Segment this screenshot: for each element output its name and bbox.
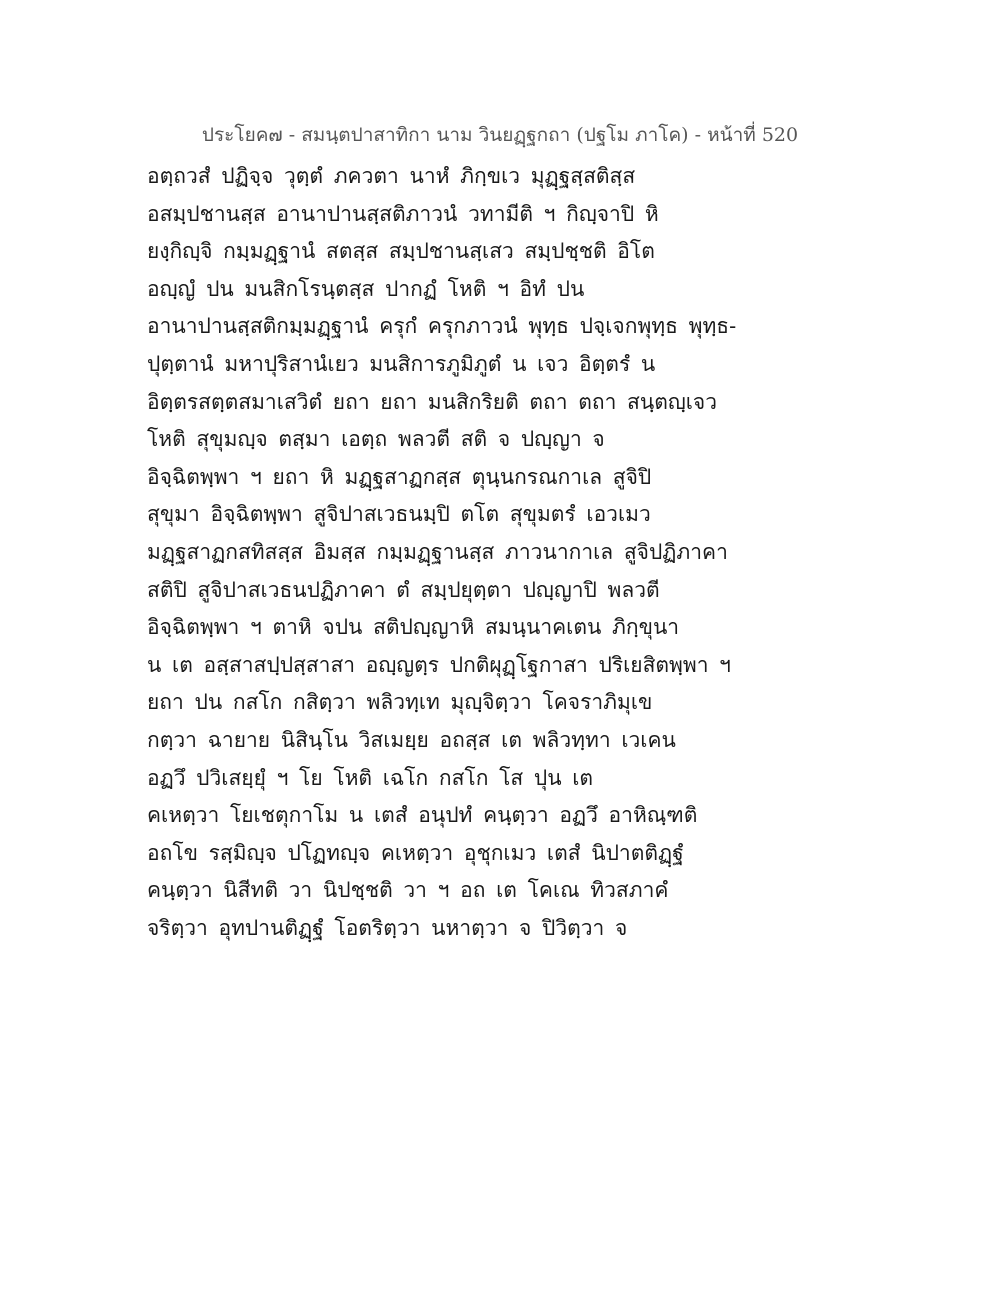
text-line: อตฺถวสํ ปฏิจฺจ วุตฺตํ ภควตา นาหํ ภิกฺขเว มุฏฺฐสฺสติสฺส bbox=[147, 164, 636, 188]
text-line: จริตฺวา อุทปานติฏฺฐํ โอตริตฺวา นหาตฺวา จ ปิวิตฺวา จ bbox=[147, 915, 628, 940]
text-line: กตฺวา ฉายาย นิสินฺโน วิสเมยฺย อถสฺส เต พลิวทฺทา เวเคน bbox=[147, 727, 676, 752]
text-line: ยงฺกิญฺจิ กมฺมฏฺฐานํ สตสฺส สมฺปชานสฺเสว สมฺปชฺชติ อิโต bbox=[147, 239, 655, 264]
body-text bbox=[147, 158, 867, 947]
text-line: ปุตฺตานํ มหาปุริสานํเยว มนสิการภูมิภูตํ น เจว อิตฺตรํ น bbox=[147, 351, 656, 376]
text-line: คเหตฺวา โยเชตุกาโม น เตสํ อนุปทํ คนฺตฺวา อฏวึ อาหิณฺฑติ bbox=[147, 803, 698, 828]
text-line: อิตฺตรสตฺตสมาเสวิตํ ยถา ยถา มนสิกริยติ ตถา ตถา สนฺตญฺเจว bbox=[147, 389, 718, 414]
text-line: อญฺญํ ปน มนสิกโรนฺตสฺส ปากฏํ โหติ ฯ อิทํ ปน bbox=[147, 276, 585, 301]
text-line: อานาปานสฺสติกมฺมฏฺฐานํ ครุกํ ครุกภาวนํ พุทฺธ ปจฺเจกพุทฺธ พุทฺธ- bbox=[147, 314, 737, 339]
page-header: ประโยค๗ - สมนฺตปาสาทิกา นาม วินยฏฺฐกถา (ปฐโม ภาโค) - หน้าที่ 520 bbox=[201, 124, 799, 146]
text-line: อฏวึ ปวิเสยฺยุํ ฯ โย โหติ เฉโก กสโก โส ปุน เต bbox=[147, 765, 594, 790]
text-line: น เต อสฺสาสปฺปสฺสาสา อญฺญตฺร ปกติผุฏฺโฐกาสา ปริเยสิตพฺพา ฯ bbox=[147, 652, 731, 677]
text-line: สุขุมา อิจฺฉิตพฺพา สูจิปาสเวธนมฺปิ ตโต สุขุมตรํ เอวเมว bbox=[147, 502, 651, 527]
text-line: อสมฺปชานสฺส อานาปานสฺสติภาวนํ วทามีติ ฯ กิญฺจาปิ หิ bbox=[147, 201, 659, 226]
text-line: อิจฺฉิตพฺพา ฯ ยถา หิ มฏฺฐสาฏกสฺส ตุนฺนกรณกาเล สูจิปิ bbox=[147, 464, 652, 489]
text-line: สติปิ สูจิปาสเวธนปฏิภาคา ตํ สมฺปยุตฺตา ปญฺญาปิ พลวตี bbox=[147, 577, 660, 602]
text-line: คนฺตฺวา นิสีทติ วา นิปชฺชติ วา ฯ อถ เต โคเณ ทิวสภาคํ bbox=[147, 878, 669, 903]
text-line: อถโข รสฺมิญฺจ ปโฏทญฺจ คเหตฺวา อุชุกเมว เตสํ นิปาตติฏฺฐํ bbox=[147, 840, 684, 865]
text-line: ยถา ปน กสโก กสิตฺวา พลิวทฺเท มุญฺจิตฺวา โคจราภิมุเข bbox=[147, 690, 653, 715]
text-line: มฏฺฐสาฏกสทิสสฺส อิมสฺส กมฺมฏฺฐานสฺส ภาวนากาเล สูจิปฏิภาคา bbox=[147, 539, 728, 564]
text-line: อิจฺฉิตพฺพา ฯ ตาหิ จปน สติปญฺญาหิ สมนฺนาคเตน ภิกฺขุนา bbox=[147, 615, 680, 640]
text-line: โหติ สุขุมญฺจ ตสฺมา เอตฺถ พลวตี สติ จ ปญฺญา จ bbox=[147, 427, 605, 452]
